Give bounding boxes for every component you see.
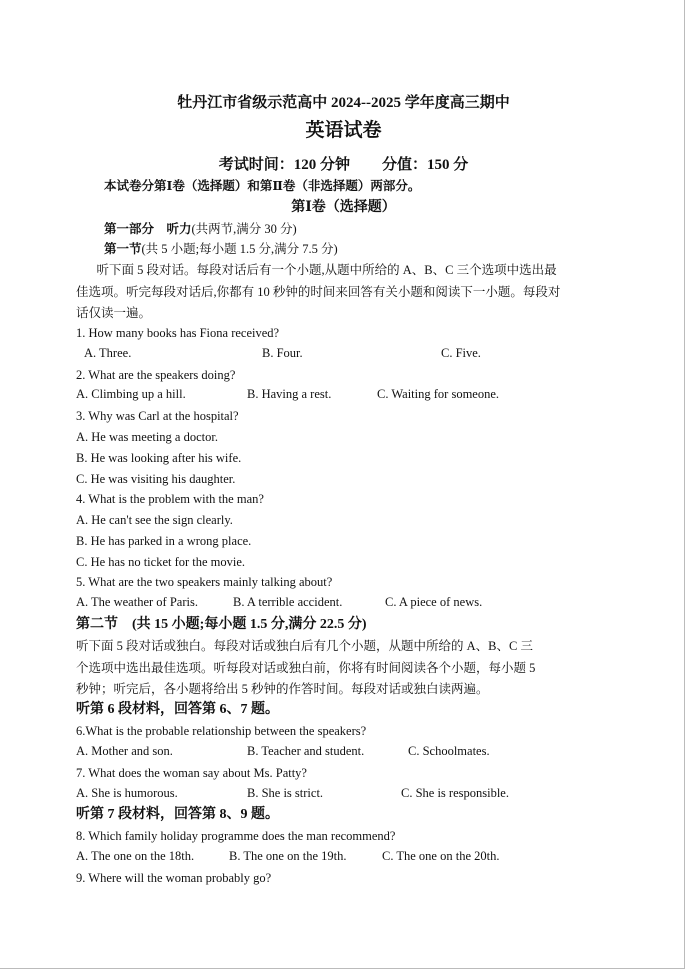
instructions-line: 佳选项。听完每段对话后,你都有 10 秒钟的时间来回答有关小题和阅读下一小题。每段对 xyxy=(76,285,561,299)
instructions-line: 听下面 5 段对话或独白。每段对话或独白后有几个小题，从题中所给的 A、B、C 三 xyxy=(76,639,533,653)
option-a: A. He can't see the sign clearly. xyxy=(76,513,233,527)
intro: 本试卷分第Ⅰ卷（选择题）和第Ⅱ卷（非选择题）两部分。 xyxy=(104,179,421,193)
option-c: C. He has no ticket for the movie. xyxy=(76,555,246,569)
option-a: A. Three. xyxy=(84,346,132,360)
question-9: 9. Where will the woman probably go? xyxy=(76,871,272,885)
option-a: A. The one on the 18th. xyxy=(76,849,195,863)
option-b: B. She is strict. xyxy=(247,786,324,800)
section1-title: 第一节(共 5 小题;每小题 1.5 分,满分 7.5 分) xyxy=(104,242,338,256)
school-title: 牡丹江市省级示范高中 2024--2025 学年度高三期中 xyxy=(177,95,510,111)
material-6-heading: 听第 6 段材料，回答第 6、7 题。 xyxy=(76,702,279,717)
question-7: 7. What does the woman say about Ms. Patty? xyxy=(76,766,307,780)
question-4: 4. What is the problem with the man? xyxy=(76,492,264,506)
question-3: 3. Why was Carl at the hospital? xyxy=(76,409,239,423)
question-2: 2. What are the speakers doing? xyxy=(76,368,236,382)
option-a: A. He was meeting a doctor. xyxy=(76,430,218,444)
instructions-line: 听下面 5 段对话。每段对话后有一个小题,从题中所给的 A、B、C 三个选项中选出最 xyxy=(84,263,557,277)
option-b: B. The one on the 19th. xyxy=(229,849,347,863)
volume1-title: 第Ⅰ卷（选择题） xyxy=(291,200,396,215)
option-c: C. Five. xyxy=(441,346,481,360)
exam-score: 分值：150 分 xyxy=(382,157,469,173)
option-b: B. Teacher and student. xyxy=(247,744,365,758)
material-7-heading: 听第 7 段材料，回答第 8、9 题。 xyxy=(76,807,279,822)
option-a: A. The weather of Paris. xyxy=(76,595,198,609)
option-c: C. He was visiting his daughter. xyxy=(76,472,236,486)
exam-info xyxy=(0,157,687,173)
option-b: B. Having a rest. xyxy=(247,387,332,401)
option-c: C. Schoolmates. xyxy=(408,744,490,758)
option-c: C. The one on the 20th. xyxy=(382,849,500,863)
question-8: 8. Which family holiday programme does the man recommend? xyxy=(76,829,396,843)
option-a: A. She is humorous. xyxy=(76,786,178,800)
option-b: B. He was looking after his wife. xyxy=(76,451,242,465)
section2-title: 第二节 (共 15 小题;每小题 1.5 分,满分 22.5 分) xyxy=(76,617,367,632)
option-b: B. A terrible accident. xyxy=(233,595,343,609)
option-c: C. She is responsible. xyxy=(401,786,509,800)
option-b: B. Four. xyxy=(262,346,303,360)
question-5: 5. What are the two speakers mainly talking about? xyxy=(76,575,333,589)
question-6: 6.What is the probable relationship between the speakers? xyxy=(76,724,367,738)
option-a: A. Mother and son. xyxy=(76,744,173,758)
option-c: C. Waiting for someone. xyxy=(377,387,500,401)
exam-time: 考试时间：120 分钟 xyxy=(218,157,350,173)
part1-title: 第一部分 听力(共两节,满分 30 分) xyxy=(104,222,297,236)
option-a: A. Climbing up a hill. xyxy=(76,387,186,401)
subject-title: 英语试卷 xyxy=(305,120,382,141)
instructions-line: 秒钟；听完后，各小题将给出 5 秒钟的作答时间。每段对话或独白读两遍。 xyxy=(76,682,489,696)
instructions-line: 个选项中选出最佳选项。听每段对话或独白前，你将有时间阅读各个小题，每小题 5 xyxy=(76,661,536,675)
option-c: C. A piece of news. xyxy=(385,595,483,609)
question-1: 1. How many books has Fiona received? xyxy=(76,326,280,340)
option-b: B. He has parked in a wrong place. xyxy=(76,534,252,548)
instructions-line: 话仅读一遍。 xyxy=(76,306,152,320)
